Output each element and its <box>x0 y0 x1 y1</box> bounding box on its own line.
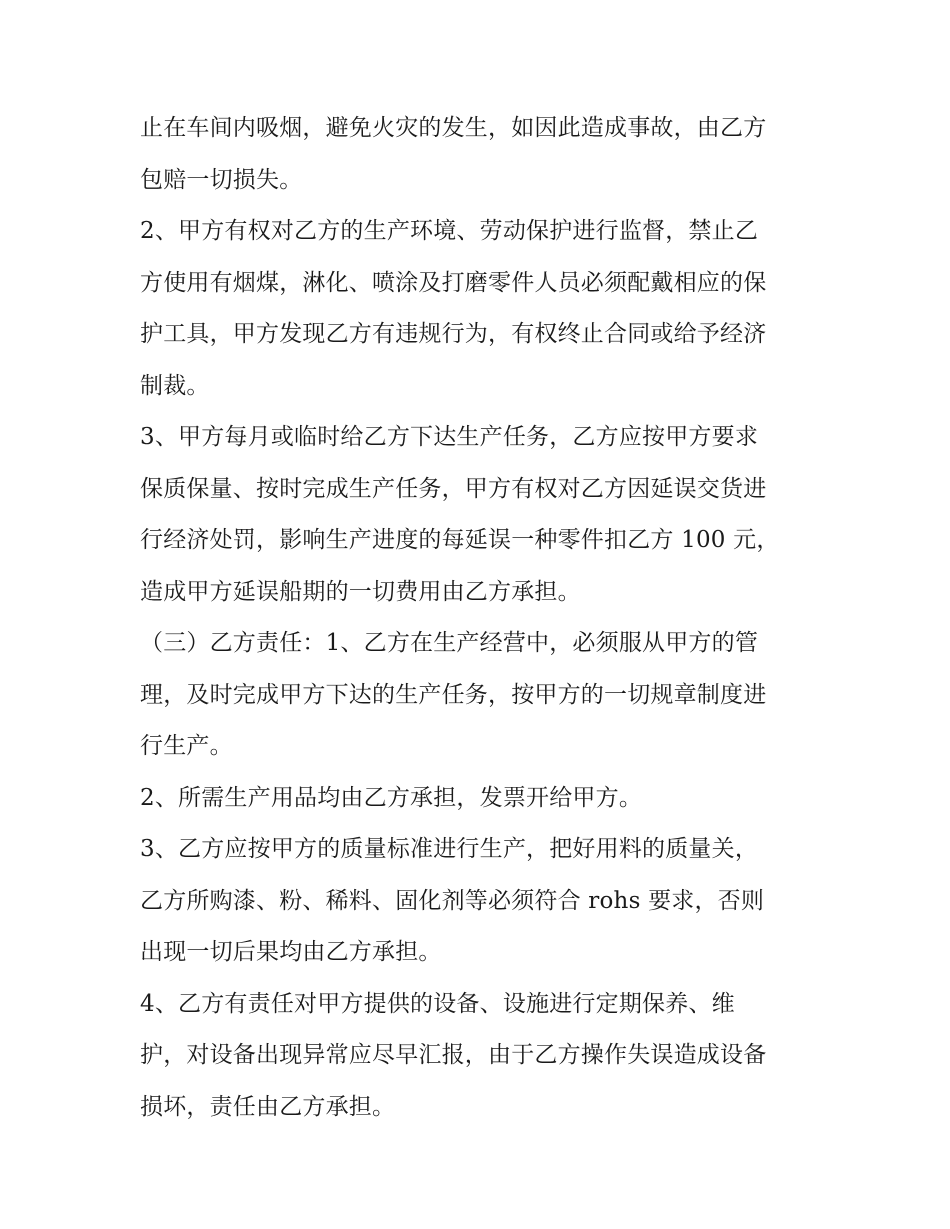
document-body <box>140 103 815 1133</box>
text-line: 4、乙方有责任对甲方提供的设备、设施进行定期保养、维 <box>140 990 735 1017</box>
text-line: 方使用有烟煤，淋化、喷涂及打磨零件人员必须配戴相应的保 <box>140 269 767 296</box>
text-line: 乙方所购漆、粉、稀料、固化剂等必须符合 rohs 要求，否则 <box>140 887 765 914</box>
paragraph-b-clause-2 <box>140 773 815 825</box>
text-line: 出现一切后果均由乙方承担。 <box>140 939 442 965</box>
paragraph-fire-safety <box>140 103 815 206</box>
text-line: 3、乙方应按甲方的质量标准进行生产，把好用料的质量关， <box>140 836 759 862</box>
paragraph-b-clause-4 <box>140 979 815 1134</box>
text-line: 保质保量、按时完成生产任务，甲方有权对乙方因延误交货进 <box>140 475 767 502</box>
text-line: 行经济处罚，影响生产进度的每延误一种零件扣乙方 100 元， <box>140 527 780 553</box>
text-line: 包赔一切损失。 <box>140 166 303 193</box>
paragraph-party-b-responsibility <box>140 618 815 773</box>
text-line: 止在车间内吸烟，避免火灾的发生，如因此造成事故，由乙方 <box>140 115 767 141</box>
text-line: 理，及时完成甲方下达的生产任务，按甲方的一切规章制度进 <box>140 681 767 708</box>
paragraph-clause-2 <box>140 206 815 412</box>
text-line: （三）乙方责任：1、乙方在生产经营中，必须服从甲方的管 <box>140 630 759 656</box>
text-line: 护工具，甲方发现乙方有违规行为，有权终止合同或给予经济 <box>140 321 767 347</box>
text-line: 2、所需生产用品均由乙方承担，发票开给甲方。 <box>140 784 643 811</box>
text-line: 行生产。 <box>140 733 233 759</box>
text-line: 护，对设备出现异常应尽早汇报，由于乙方操作失误造成设备 <box>140 1042 767 1068</box>
text-line: 损坏，责任由乙方承担。 <box>140 1093 396 1120</box>
text-line: 造成甲方延误船期的一切费用由乙方承担。 <box>140 578 581 605</box>
text-line: 3、甲方每月或临时给乙方下达生产任务，乙方应按甲方要求 <box>140 424 759 450</box>
paragraph-clause-3 <box>140 412 815 618</box>
text-line: 制裁。 <box>140 372 210 399</box>
text-line: 2、甲方有权对乙方的生产环境、劳动保护进行监督，禁止乙 <box>140 218 759 244</box>
paragraph-b-clause-3 <box>140 824 815 979</box>
